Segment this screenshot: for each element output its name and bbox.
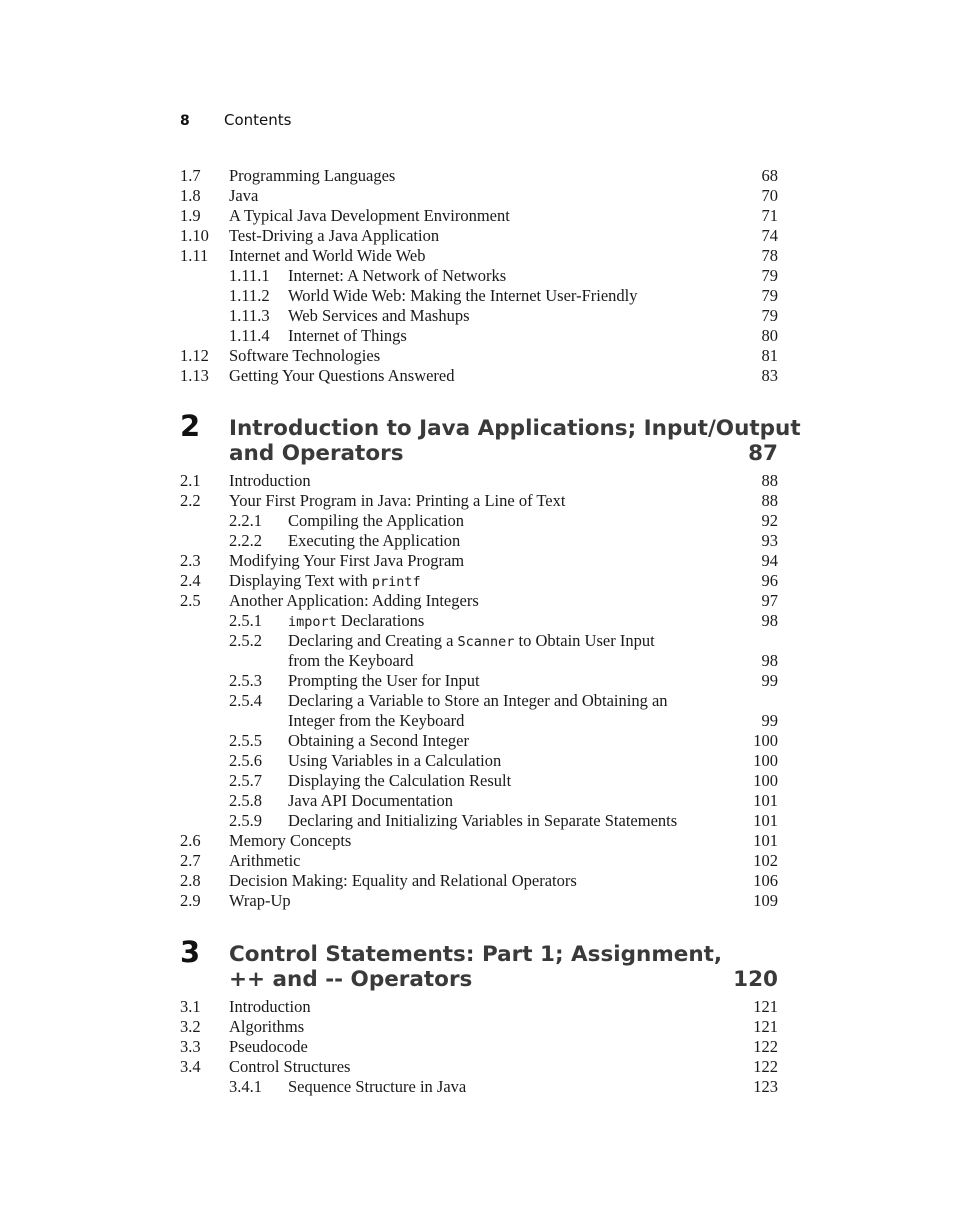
toc-entry[interactable]: 1.7 Programming Languages 68 [180, 166, 778, 185]
toc-entry[interactable]: 2.7 Arithmetic 102 [180, 851, 778, 870]
running-head-label: Contents [224, 111, 292, 129]
toc-entry[interactable]: 1.8 Java 70 [180, 186, 778, 205]
toc-entry[interactable]: 1.10 Test-Driving a Java Application 74 [180, 226, 778, 245]
toc-subentry[interactable]: 2.5.6 Using Variables in a Calculation 100 [229, 751, 778, 770]
chapter-page: 120 [733, 967, 778, 992]
running-head [180, 110, 291, 130]
toc-entry[interactable]: 2.6 Memory Concepts 101 [180, 831, 778, 850]
toc-subentry[interactable]: 2.5.3 Prompting the User for Input 99 [229, 671, 778, 690]
toc-entry[interactable]: 3.1 Introduction 121 [180, 997, 778, 1016]
toc-entry[interactable]: 1.13 Getting Your Questions Answered 83 [180, 366, 778, 385]
toc-entry[interactable]: 2.1 Introduction 88 [180, 471, 778, 490]
toc-subentry[interactable]: 2.2.1 Compiling the Application 92 [229, 511, 778, 530]
toc-block-chapter3 [180, 997, 778, 1097]
toc-subentry-continuation[interactable]: from the Keyboard 98 [288, 651, 778, 670]
toc-block-chapter2 [180, 471, 778, 911]
toc-subentry[interactable]: 1.11.3 Web Services and Mashups 79 [229, 306, 778, 325]
toc-subentry[interactable]: 2.5.2 Declaring and Creating a Scanner to Obtain User Input [229, 631, 655, 650]
chapter-number: 2 [180, 409, 201, 443]
toc-subentry[interactable]: 2.5.8 Java API Documentation 101 [229, 791, 778, 810]
toc-subentry[interactable]: 1.11.4 Internet of Things 80 [229, 326, 778, 345]
toc-subentry[interactable]: 2.5.9 Declaring and Initializing Variables in Separate Statements 101 [229, 811, 778, 830]
toc-block-chapter1 [180, 166, 778, 386]
chapter-number: 3 [180, 935, 201, 969]
toc-entry[interactable]: 1.9 A Typical Java Development Environment 71 [180, 206, 778, 225]
toc-entry[interactable]: 2.4 Displaying Text with printf 96 [180, 571, 778, 590]
code-text: printf [371, 574, 421, 590]
toc-entry[interactable]: 2.3 Modifying Your First Java Program 94 [180, 551, 778, 570]
page-number: 8 [180, 113, 190, 129]
code-text: Scanner [457, 634, 515, 650]
toc-entry[interactable]: 3.2 Algorithms 121 [180, 1017, 778, 1036]
toc-subentry[interactable]: 2.5.5 Obtaining a Second Integer 100 [229, 731, 778, 750]
toc-entry[interactable]: 3.4 Control Structures 122 [180, 1057, 778, 1076]
toc-subentry[interactable]: 2.5.1 import Declarations 98 [229, 611, 778, 630]
toc-subentry[interactable]: 2.5.7 Displaying the Calculation Result 100 [229, 771, 778, 790]
toc-subentry[interactable]: 1.11.1 Internet: A Network of Networks 79 [229, 266, 778, 285]
toc-entry[interactable]: 2.5 Another Application: Adding Integers 97 [180, 591, 778, 610]
toc-subentry[interactable]: 2.5.4 Declaring a Variable to Store an Integer and Obtaining an [229, 691, 668, 710]
toc-entry[interactable]: 3.3 Pseudocode 122 [180, 1037, 778, 1056]
code-text: import [288, 614, 337, 630]
chapter-page: 87 [748, 441, 778, 466]
toc-subentry[interactable]: 1.11.2 World Wide Web: Making the Internet User-Friendly 79 [229, 286, 778, 305]
toc-subentry-continuation[interactable]: Integer from the Keyboard 99 [288, 711, 778, 730]
toc-entry[interactable]: 2.8 Decision Making: Equality and Relational Operators 106 [180, 871, 778, 890]
toc-entry[interactable]: 1.11 Internet and World Wide Web 78 [180, 246, 778, 265]
chapter-title-line1: Introduction to Java Applications; Input/Output [229, 416, 801, 441]
toc-entry[interactable]: 2.9 Wrap-Up 109 [180, 891, 778, 910]
chapter-title-line2: and Operators [229, 441, 404, 466]
chapter-title-line2: ++ and -- Operators [229, 967, 473, 992]
toc-entry[interactable]: 1.12 Software Technologies 81 [180, 346, 778, 365]
toc-subentry[interactable]: 3.4.1 Sequence Structure in Java 123 [229, 1077, 778, 1096]
toc-subentry[interactable]: 2.2.2 Executing the Application 93 [229, 531, 778, 550]
toc-entry[interactable]: 2.2 Your First Program in Java: Printing a Line of Text 88 [180, 491, 778, 510]
chapter-title-line1: Control Statements: Part 1; Assignment, [229, 942, 723, 967]
